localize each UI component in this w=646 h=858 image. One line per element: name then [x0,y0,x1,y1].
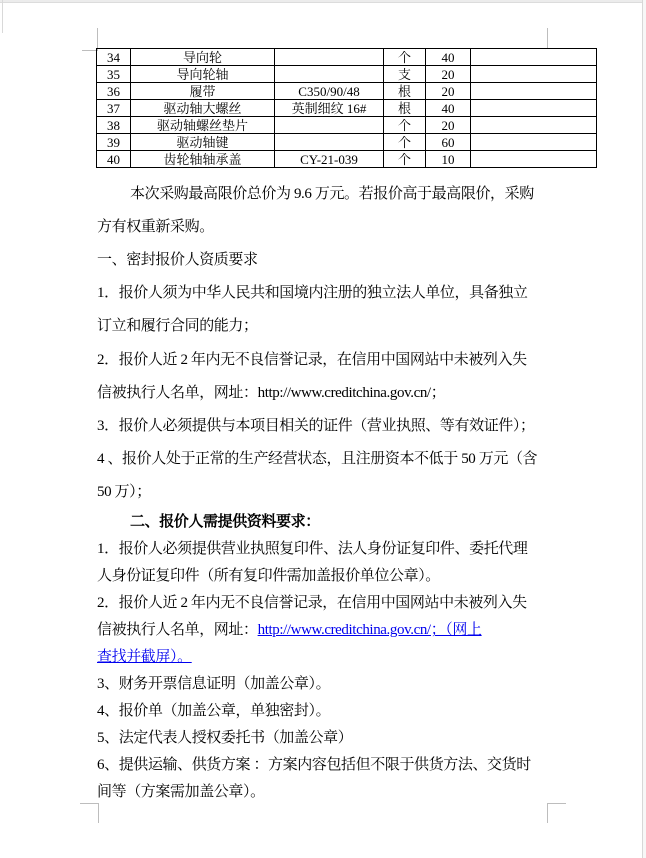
table-cell: 36 [97,83,131,100]
text-run: 二、报价人需提供资料要求： [130,514,320,530]
text-run: 5、法定代表人授权委托书（加盖公章） [97,730,353,746]
text-run: 3、财务开票信息证明（加盖公章）。 [97,676,331,692]
page-top-edge [0,0,646,3]
text-line [97,219,214,235]
text-run: 4 、报价人处于正常的生产经营状态，且注册资本不低于 50 万元（含 [97,451,538,467]
table-row [97,117,597,134]
table-cell: 20 [426,117,471,134]
text-line [97,568,440,584]
crop-mark-top-right [547,28,566,49]
credit-china-hyperlink[interactable]: 查找并截屏）。 [97,649,192,665]
table-row [97,49,597,66]
table-cell [275,134,384,151]
text-line [97,318,258,334]
text-line [97,622,482,638]
table-cell [471,100,597,117]
text-line [97,757,531,773]
table-cell: C350/90/48 [275,83,384,100]
text-line [97,703,330,719]
text-line [97,649,192,665]
table-cell: 37 [97,100,131,117]
table-cell: 40 [426,100,471,117]
table-row [97,66,597,83]
text-line [97,730,352,746]
crop-mark-bottom-left [80,803,99,823]
crop-mark-bottom-right [547,803,566,823]
text-line [97,676,330,692]
table-cell: 个 [384,134,426,151]
table-cell: 根 [384,100,426,117]
text-line [97,352,527,368]
text-run: 方有权重新采购。 [97,219,214,235]
page-right-edge [642,0,643,858]
table-row [97,83,597,100]
text-run: 6、提供运输、供货方案 ：方案内容包括但不限于供货方法、交货时 [97,757,531,773]
table-cell: 个 [384,117,426,134]
table-cell: 导向轮轴 [131,66,275,83]
table-cell: 39 [97,134,131,151]
text-line [97,418,535,434]
table-cell: 40 [426,49,471,66]
table-cell: 履带 [131,83,275,100]
table-cell [471,66,597,83]
table-cell: 20 [426,83,471,100]
text-run: 3．报价人必须提供与本项目相关的证件（营业执照、等有效证件）； [97,418,535,434]
table-cell: 34 [97,49,131,66]
text-line [97,252,258,268]
text-run: 2．报价人近 2 年内无不良信誉记录，在信用中国网站中未被列入失 [97,595,527,611]
parts-table [96,48,597,168]
table-cell: 10 [426,151,471,168]
text-run: 一、密封报价人资质要求 [97,252,258,268]
text-run: 信被执行人名单，网址：http://www.creditchina.gov.cn/； [97,385,446,401]
table-row [97,151,597,168]
table-cell: 支 [384,66,426,83]
table-cell: CY-21-039 [275,151,384,168]
table-cell: 35 [97,66,131,83]
table-cell: 40 [97,151,131,168]
table-row [97,134,597,151]
text-run: 订立和履行合同的能力； [97,318,258,334]
table-cell: 驱动轴大螺丝 [131,100,275,117]
text-line [97,541,528,557]
table-cell [471,134,597,151]
text-line [130,514,320,530]
text-line [97,285,528,301]
text-line [97,484,151,500]
text-line [130,186,534,202]
table-cell [275,117,384,134]
text-run: 间等（方案需加盖公章）。 [97,784,265,800]
text-run: 1．报价人必须提供营业执照复印件、法人身份证复印件、委托代理 [97,541,528,557]
table-cell [471,151,597,168]
text-line [97,451,537,467]
table-cell: 根 [384,83,426,100]
table-cell [275,49,384,66]
table-cell: 20 [426,66,471,83]
text-line [97,385,445,401]
table-cell [471,49,597,66]
credit-china-hyperlink[interactable]: http://www.creditchina.gov.cn/；（网上 [257,622,482,638]
table-row [97,100,597,117]
table-cell: 38 [97,117,131,134]
table-cell: 导向轮 [131,49,275,66]
text-run: 信被执行人名单，网址： [97,622,258,638]
table-cell [471,83,597,100]
table-cell: 驱动轴键 [131,134,275,151]
table-cell [275,66,384,83]
text-run: 50 万）； [97,484,151,500]
text-run: 1．报价人须为中华人民共和国境内注册的独立法人单位，具备独立 [97,285,528,301]
text-run: 人身份证复印件（所有复印件需加盖报价单位公章）。 [97,568,440,584]
text-run: 本次采购最高限价总价为 9.6 万元。若报价高于最高限价，采购 [130,186,534,202]
text-line [97,784,265,800]
text-run: 4、报价单（加盖公章，单独密封）。 [97,703,331,719]
table-cell: 驱动轴螺丝垫片 [131,117,275,134]
table-cell: 60 [426,134,471,151]
table-cell: 个 [384,49,426,66]
text-line [97,595,527,611]
table-cell: 齿轮轴轴承盖 [131,151,275,168]
page-left-notch [2,0,3,33]
table-cell: 个 [384,151,426,168]
text-run: 2．报价人近 2 年内无不良信誉记录，在信用中国网站中未被列入失 [97,352,527,368]
table-cell: 英制细纹 16# [275,100,384,117]
table-cell [471,117,597,134]
